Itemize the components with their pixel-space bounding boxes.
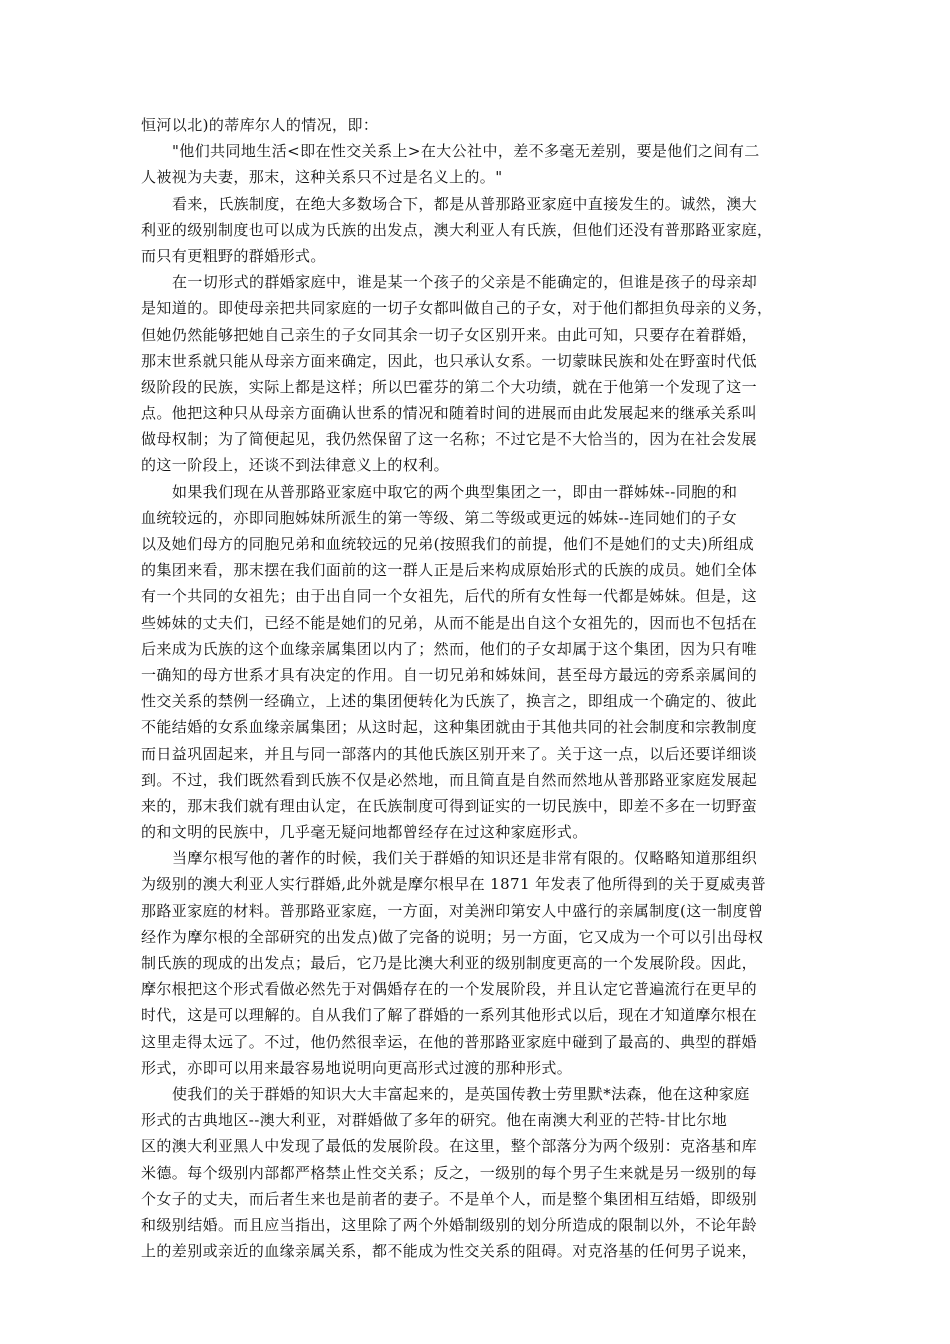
body-text: [141, 112, 811, 1264]
text-line: 些姊妹的丈夫们，已经不能是她们的兄弟，从而不能是出自这个女祖先的，因而也不包括在: [141, 613, 758, 632]
text-line: 以及她们母方的同胞兄弟和血统较远的兄弟(按照我们的前提，他们不是她们的丈夫)所组成: [141, 535, 755, 553]
text-line: 在一切形式的群婚家庭中，谁是某一个孩子的父亲是不能确定的，但谁是孩子的母亲却: [172, 273, 758, 292]
text-line: 摩尔根把这个形式看做必然先于对偶婚存在的一个发展阶段，并且认定它普遍流行在更早的: [141, 980, 758, 999]
text-line: 形式，亦即可以用来最容易地说明向更高形式过渡的那种形式。: [141, 1058, 573, 1077]
text-line: 一确知的母方世系才具有决定的作用。自一切兄弟和姊妹间，甚至母方最远的旁系亲属间的: [141, 665, 758, 684]
text-line: 利亚的级别制度也可以成为氏族的出发点，澳大利亚人有氏族，但他们还没有普那路亚家庭，: [141, 220, 773, 239]
text-line: 性交关系的禁例一经确立，上述的集团便转化为氏族了，换言之，即组成一个确定的、彼此: [141, 692, 758, 711]
text-line: 恒河以北)的蒂库尔人的情况，即：: [141, 116, 379, 134]
text-line: 后来成为氏族的这个血缘亲属集团以内了；然而，他们的子女却属于这个集团，因为只有唯: [141, 639, 758, 658]
text-line: 经作为摩尔根的全部研究的出发点)做了完备的说明；另一方面，它又成为一个可以引出母权: [141, 927, 764, 946]
text-line: 看来，氏族制度，在绝大多数场合下，都是从普那路亚家庭中直接发生的。诚然，澳大: [172, 194, 758, 213]
text-line: 这里走得太远了。不过，他仍然很幸运，在他的普那路亚家庭中碰到了最高的、典型的群婚: [141, 1032, 758, 1051]
text-line: 上的差别或亲近的血缘亲属关系，都不能成为性交关系的阻碍。对克洛基的任何男子说来，: [141, 1242, 758, 1261]
text-line: 如果我们现在从普那路亚家庭中取它的两个典型集团之一，即由一群姊妹--同胞的和: [172, 482, 738, 501]
text-line: 是知道的。即使母亲把共同家庭的一切子女都叫做自己的子女，对于他们都担负母亲的义务，: [141, 299, 773, 318]
text-line: 而日益巩固起来，并且与同一部落内的其他氏族区别开来了。关于这一点，以后还要详细谈: [141, 744, 758, 763]
text-line: 那路亚家庭的材料。普那路亚家庭，一方面，对美洲印第安人中盛行的亲属制度(这一制度曾: [141, 901, 764, 920]
text-line: 人被视为夫妻，那末，这种关系只不过是名义上的。": [141, 168, 503, 187]
text-line: 的和文明的民族中，几乎毫无疑问地都曾经存在过这种家庭形式。: [141, 823, 588, 842]
text-line: 区的澳大利亚黑人中发现了最低的发展阶段。在这里，整个部落分为两个级别：克洛基和库: [141, 1137, 758, 1156]
text-line: 点。他把这种只从母亲方面确认世系的情况和随着时间的进展而由此发展起来的继承关系叫: [141, 404, 758, 423]
text-line: 到。不过，我们既然看到氏族不仅是必然地，而且简直是自然而然地从普那路亚家庭发展起: [141, 770, 758, 789]
text-line: 有一个共同的女祖先；由于出自同一个女祖先，后代的所有女性每一代都是姊妹。但是，这: [141, 587, 758, 606]
text-line: 的集团来看，那末摆在我们面前的这一群人正是后来构成原始形式的氏族的成员。她们全体: [141, 561, 758, 580]
text-line: 形式的古典地区--澳大利亚，对群婚做了多年的研究。他在南澳大利亚的芒特-甘比尔地: [141, 1111, 728, 1130]
text-line: 个女子的丈夫，而后者生来也是前者的妻子。不是单个人，而是整个集团相互结婚，即级别: [141, 1189, 758, 1208]
text-line: 使我们的关于群婚的知识大大丰富起来的，是英国传教士劳里默*法森，他在这种家庭: [172, 1084, 750, 1103]
text-line: 时代，这是可以理解的。自从我们了解了群婚的一系列其他形式以后，现在才知道摩尔根在: [141, 1006, 758, 1025]
text-line: "他们共同地生活<即在性交关系上>在大公社中，差不多毫无差别，要是他们之间有二: [172, 142, 760, 161]
text-line: 做母权制；为了简便起见，我仍然保留了这一名称；不过它是不大恰当的，因为在社会发展: [141, 430, 758, 449]
text-line: 不能结婚的女系血缘亲属集团；从这时起，这种集团就由于其他共同的社会制度和宗教制度: [141, 718, 758, 737]
text-line: 的这一阶段上，还谈不到法律意义上的权利。: [141, 456, 450, 475]
text-line: 和级别结婚。而且应当指出，这里除了两个外婚制级别的划分所造成的限制以外，不论年龄: [141, 1215, 758, 1234]
text-line: 制氏族的现成的出发点；最后，它乃是比澳大利亚的级别制度更高的一个发展阶段。因此，: [141, 954, 758, 972]
text-line: 米德。每个级别内部都严格禁止性交关系；反之，一级别的每个男子生来就是另一级别的每: [141, 1163, 758, 1182]
text-line: 为级别的澳大利亚人实行群婚,此外就是摩尔根早在 1871 年发表了他所得到的关于夏威夷普: [141, 875, 767, 894]
text-line: 血统较远的，亦即同胞姊妹所派生的第一等级、第二等级或更远的姊妹--连同她们的子女: [141, 508, 738, 527]
text-line: 来的，那末我们就有理由认定，在氏族制度可得到证实的一切民族中，即差不多在一切野蛮: [141, 796, 758, 815]
text-line: 级阶段的民族，实际上都是这样；所以巴霍芬的第二个大功绩，就在于他第一个发现了这一: [141, 377, 758, 396]
text-line: 而只有更粗野的群婚形式。: [141, 246, 326, 265]
text-line: 那末世系就只能从母亲方面来确定，因此，也只承认女系。一切蒙昧民族和处在野蛮时代低: [141, 351, 758, 370]
text-line: 当摩尔根写他的著作的时候，我们关于群婚的知识还是非常有限的。仅略略知道那组织: [172, 849, 758, 868]
text-line: 但她仍然能够把她自己亲生的子女同其余一切子女区别开来。由此可知，只要存在着群婚，: [141, 325, 758, 344]
